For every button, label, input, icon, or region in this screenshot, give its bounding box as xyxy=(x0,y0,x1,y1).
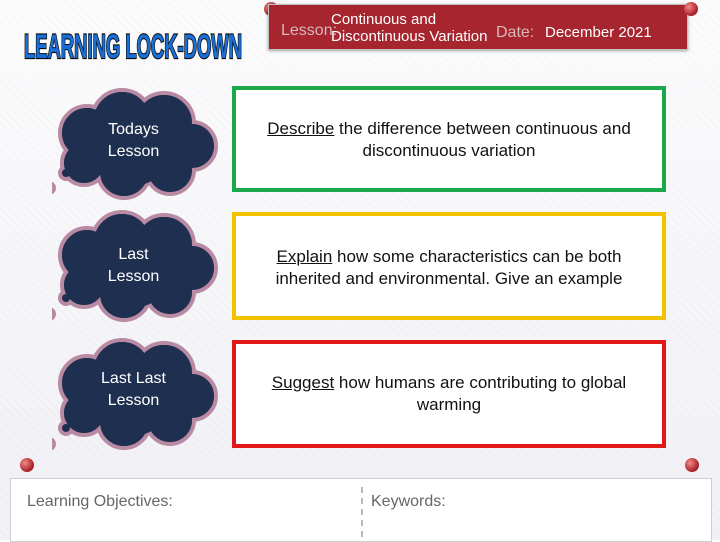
cloud-todays-lesson xyxy=(52,88,222,198)
date-label: Date: xyxy=(496,24,535,41)
command-word: Explain xyxy=(276,247,333,266)
pin-icon xyxy=(684,2,698,16)
cloud-label: Todays Lesson xyxy=(107,121,160,160)
cloud-last-last-lesson xyxy=(52,338,222,448)
footer-bar xyxy=(10,478,712,542)
cloud-last-lesson xyxy=(52,210,222,320)
command-word: Suggest xyxy=(271,373,335,392)
cloud-label: Last Lesson xyxy=(107,246,160,285)
command-word: Describe xyxy=(267,119,335,138)
lesson-banner xyxy=(268,4,688,50)
lesson-label: Lesson: xyxy=(281,22,338,39)
objective-text: how some characteristics can be both inherited and environmental. Give an example xyxy=(275,247,623,288)
date-value: December 2021 xyxy=(545,24,652,41)
objective-text: the difference between continuous and discontinuous variation xyxy=(334,119,631,160)
objective-box-last xyxy=(232,212,666,320)
objective-box-todays xyxy=(232,86,666,192)
keywords-label: Keywords: xyxy=(371,493,446,510)
logo-text: LEARNING LOCK-DOWN xyxy=(24,28,242,66)
objective-box-last-last xyxy=(232,340,666,448)
pin-icon xyxy=(20,458,34,472)
pin-icon xyxy=(685,458,699,472)
cloud-label: Last Last Lesson xyxy=(101,370,166,409)
lesson-title: Continuous and Discontinuous Variation xyxy=(331,11,488,45)
objective-text: how humans are contributing to global warming xyxy=(334,373,627,414)
learning-objectives-label: Learning Objectives: xyxy=(27,493,173,510)
footer-divider xyxy=(361,487,363,537)
learning-lockdown-logo xyxy=(18,8,248,72)
